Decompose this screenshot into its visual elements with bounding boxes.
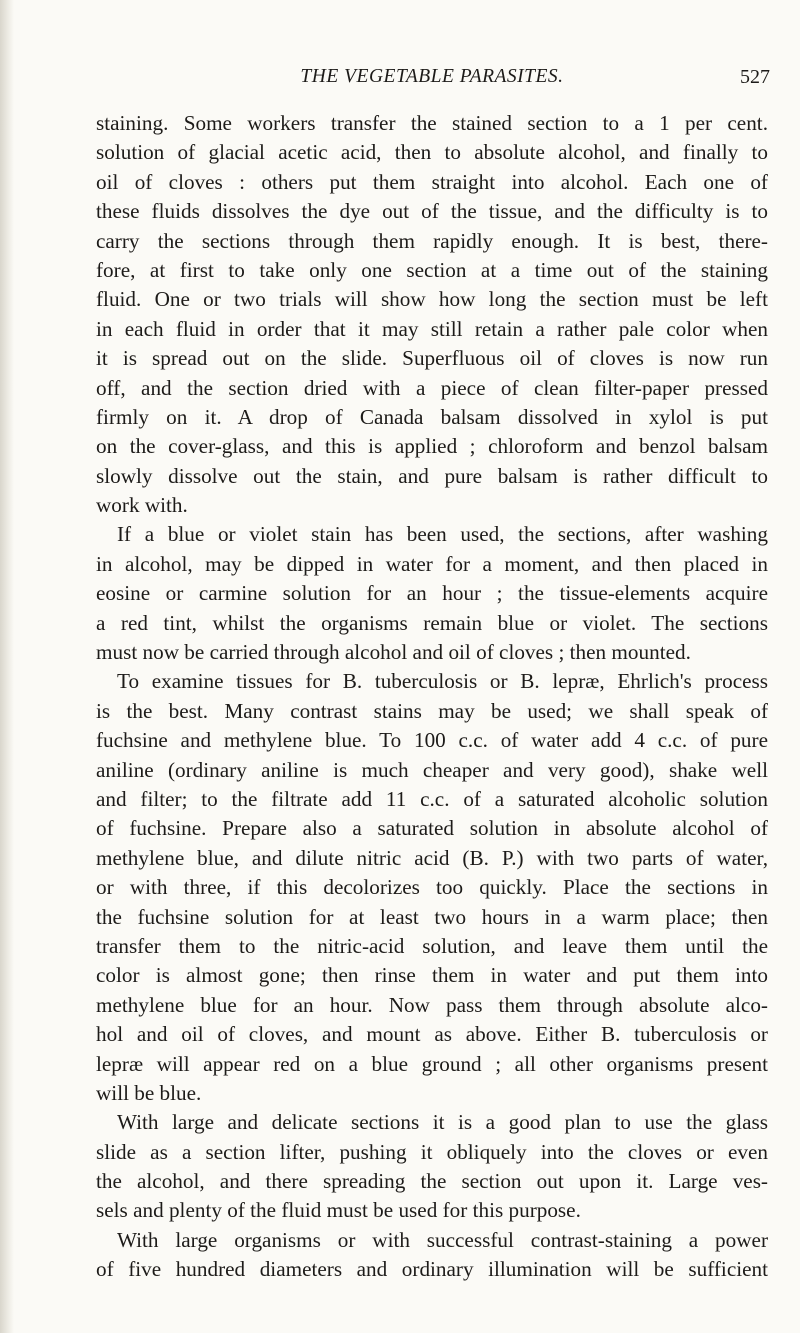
- text-line: lepræ will appear red on a blue ground ; all other organisms present: [96, 1051, 768, 1076]
- text-line: If a blue or violet stain has been used, the sections, after washing: [117, 522, 768, 547]
- text-line: methylene blue for an hour. Now pass them through absolute alco-: [96, 992, 768, 1017]
- text-line: in each fluid in order that it may still retain a rather pale color when: [96, 316, 768, 341]
- text-line: methylene blue, and dilute nitric acid (B. P.) with two parts of water,: [96, 845, 768, 870]
- text-line: in alcohol, may be dipped in water for a moment, and then placed in: [96, 551, 768, 576]
- text-line: With large organisms or with successful contrast-staining a power: [117, 1227, 768, 1252]
- text-line: on the cover-glass, and this is applied ; chloroform and benzol balsam: [96, 434, 768, 459]
- text-line: fluid. One or two trials will show how long the section must be left: [96, 287, 768, 312]
- binding-edge: [0, 0, 14, 1333]
- text-line: of fuchsine. Prepare also a saturated solution in absolute alcohol of: [96, 816, 768, 841]
- text-line: it is spread out on the slide. Superfluous oil of cloves is now run: [96, 346, 768, 371]
- text-line: fore, at first to take only one section at a time out of the staining: [96, 257, 768, 282]
- text-line: carry the sections through them rapidly enough. It is best, there-: [96, 228, 768, 253]
- body-text: [96, 109, 768, 1285]
- text-line: transfer them to the nitric-acid solution, and leave them until the: [96, 933, 768, 958]
- text-line: is the best. Many contrast stains may be used; we shall speak of: [96, 698, 768, 723]
- text-line: To examine tissues for B. tuberculosis or B. lepræ, Ehrlich's process: [117, 669, 768, 694]
- text-line: slowly dissolve out the stain, and pure balsam is rather difficult to: [96, 463, 768, 488]
- text-line: the alcohol, and there spreading the section out upon it. Large ves-: [96, 1169, 768, 1194]
- text-line: eosine or carmine solution for an hour ; the tissue-elements acquire: [96, 581, 768, 606]
- text-line: firmly on it. A drop of Canada balsam dissolved in xylol is put: [96, 404, 768, 429]
- text-line: sels and plenty of the fluid must be used for this purpose.: [96, 1198, 581, 1223]
- text-line: will be blue.: [96, 1080, 202, 1105]
- running-head: [94, 66, 770, 96]
- text-line: hol and oil of cloves, and mount as above. Either B. tuberculosis or: [96, 1022, 768, 1047]
- running-title: THE VEGETABLE PARASITES.: [300, 66, 564, 87]
- text-line: aniline (ordinary aniline is much cheaper and very good), shake well: [96, 757, 768, 782]
- text-line: must now be carried through alcohol and oil of cloves ; then mounted.: [96, 640, 691, 665]
- text-line: and filter; to the filtrate add 11 c.c. of a saturated alcoholic solution: [96, 786, 768, 811]
- text-line: oil of cloves : others put them straight into alcohol. Each one of: [96, 169, 768, 194]
- text-line: these fluids dissolves the dye out of the tissue, and the difficulty is to: [96, 199, 768, 224]
- text-line: fuchsine and methylene blue. To 100 c.c. of water add 4 c.c. of pure: [96, 728, 768, 753]
- text-line: slide as a section lifter, pushing it obliquely into the cloves or even: [96, 1139, 768, 1164]
- text-line: color is almost gone; then rinse them in water and put them into: [96, 963, 768, 988]
- text-line: With large and delicate sections it is a good plan to use the glass: [117, 1110, 768, 1135]
- page-number: 527: [740, 66, 770, 88]
- text-line: the fuchsine solution for at least two hours in a warm place; then: [96, 904, 768, 929]
- text-line: or with three, if this decolorizes too quickly. Place the sections in: [96, 875, 768, 900]
- text-line: solution of glacial acetic acid, then to absolute alcohol, and finally to: [96, 140, 768, 165]
- text-line: a red tint, whilst the organisms remain blue or violet. The sections: [96, 610, 768, 635]
- text-line: work with.: [96, 493, 188, 518]
- text-line: of five hundred diameters and ordinary illumination will be sufficient: [96, 1257, 768, 1282]
- text-line: staining. Some workers transfer the stained section to a 1 per cent.: [96, 111, 768, 135]
- text-line: off, and the section dried with a piece of clean filter-paper pressed: [96, 375, 768, 400]
